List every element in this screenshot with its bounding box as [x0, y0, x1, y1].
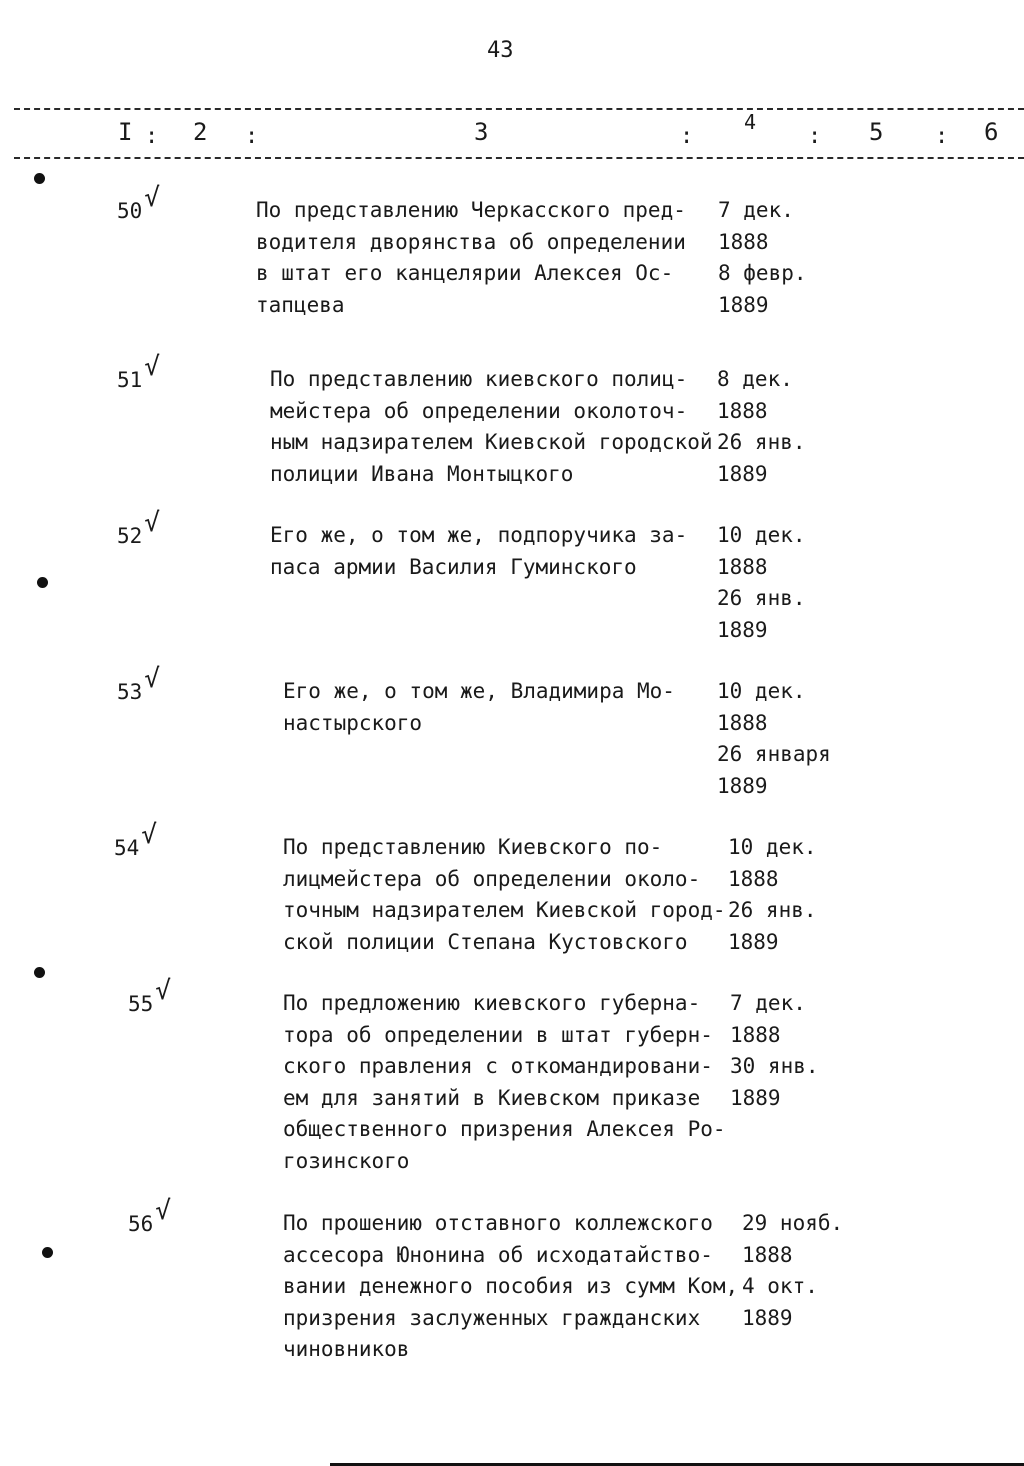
column-separator: : [935, 124, 949, 149]
checkmark-icon: √ [144, 183, 160, 213]
column-header-5: 5 [869, 118, 884, 146]
record-dates: 29 нояб. 1888 4 окт. 1889 [742, 1211, 844, 1330]
binder-hole-mark [37, 577, 48, 588]
record-description: Его же, о том же, подпоручика за- паса армии Василия Гуминского [270, 523, 688, 579]
record-number: 53√ [117, 664, 160, 704]
header-rule-top [14, 108, 1024, 110]
record-number: 55√ [128, 976, 171, 1016]
page-number: 43 [487, 38, 514, 63]
record-number: 50√ [117, 183, 160, 223]
record-number: 56√ [128, 1196, 171, 1236]
record-description: По предложению киевского губерна- тора об определении в штат губерн- ского правления с откомандировани- ем для занятий в Киевском приказе общественного призрения Алексея Ро- гозинского [283, 991, 726, 1173]
binder-hole-mark [34, 967, 45, 978]
record-description: По прошению отставного коллежского ассесора Юнонина об исходатайство- вании денежного пособия из сумм Ком, призрения заслуженных гражданских чиновников [283, 1211, 739, 1361]
column-separator: : [680, 124, 694, 149]
record-number: 52√ [117, 508, 160, 548]
record-dates: 7 дек. 1888 8 февр. 1889 [718, 198, 807, 317]
record-description: По представлению Черкасского пред- водителя дворянства об определении в штат его канцелярии Алексея Ос- тапцева [256, 198, 686, 317]
record-dates: 10 дек. 1888 26 янв. 1889 [728, 835, 817, 954]
record-dates: 10 дек. 1888 26 января 1889 [717, 679, 831, 798]
checkmark-icon: √ [144, 664, 160, 694]
column-header-4: 4 [744, 110, 757, 134]
record-dates: 8 дек. 1888 26 янв. 1889 [717, 367, 806, 486]
record-number: 51√ [117, 352, 160, 392]
column-separator: : [145, 124, 159, 149]
record-dates: 7 дек. 1888 30 янв. 1889 [730, 991, 819, 1110]
checkmark-icon: √ [155, 1196, 171, 1226]
checkmark-icon: √ [155, 976, 171, 1006]
record-description: Его же, о том же, Владимира Мо- настырского [283, 679, 675, 735]
record-description: По представлению Киевского по- лицмейстера об определении около- точным надзирателем Киевской город- ской полиции Степана Кустовского [283, 835, 726, 954]
column-separator: : [245, 124, 259, 149]
record-dates: 10 дек. 1888 26 янв. 1889 [717, 523, 806, 642]
checkmark-icon: √ [144, 352, 160, 382]
record-description: По представлению киевского полиц- мейстера об определении околоточ- ным надзирателем Киевской городской полиции Ивана Монтыцкого [270, 367, 713, 486]
column-separator: : [808, 124, 822, 149]
checkmark-icon: √ [141, 820, 157, 850]
column-header-3: 3 [474, 118, 489, 146]
record-number: 54√ [114, 820, 157, 860]
column-header-1: I [118, 118, 133, 146]
checkmark-icon: √ [144, 508, 160, 538]
binder-hole-mark [34, 173, 45, 184]
binder-hole-mark [42, 1247, 53, 1258]
column-header-2: 2 [193, 118, 208, 146]
column-header-6: 6 [984, 118, 999, 146]
header-rule-bottom [14, 157, 1024, 159]
